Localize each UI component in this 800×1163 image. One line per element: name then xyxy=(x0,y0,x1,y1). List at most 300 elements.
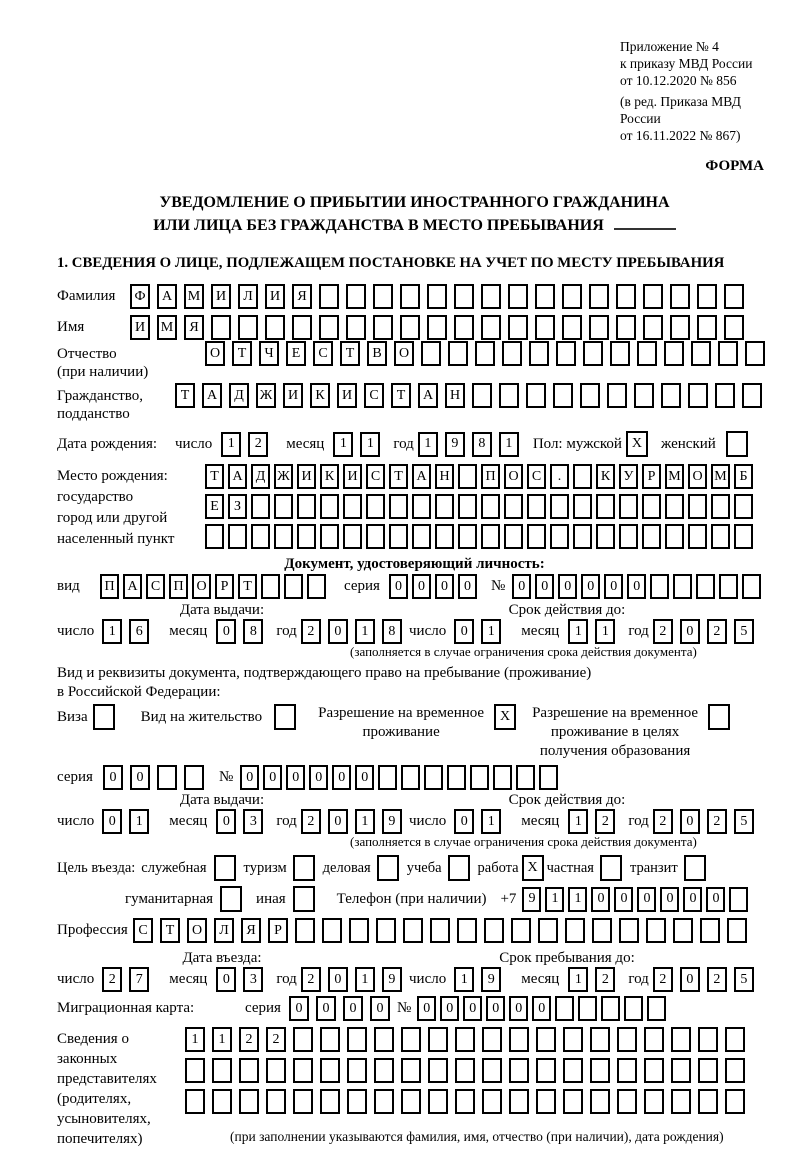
representatives-boxes-1[interactable] xyxy=(185,1027,752,1052)
cell[interactable] xyxy=(481,494,500,519)
cell[interactable] xyxy=(266,1089,286,1114)
cell[interactable] xyxy=(698,1027,718,1052)
cell[interactable]: 0 xyxy=(591,887,610,912)
cell[interactable]: 0 xyxy=(454,619,474,644)
cell[interactable] xyxy=(482,1058,502,1083)
given-name-boxes[interactable] xyxy=(130,315,751,340)
cell[interactable] xyxy=(607,383,627,408)
cell[interactable] xyxy=(590,1027,610,1052)
cell[interactable]: 1 xyxy=(545,887,564,912)
cell[interactable] xyxy=(719,574,738,599)
cell[interactable] xyxy=(320,1089,340,1114)
cell[interactable]: О xyxy=(192,574,211,599)
cell[interactable]: М xyxy=(665,464,684,489)
cell[interactable] xyxy=(377,855,399,881)
cell[interactable]: 1 xyxy=(595,619,615,644)
cell[interactable] xyxy=(401,1089,421,1114)
cell[interactable]: И xyxy=(343,464,362,489)
migration-number-boxes[interactable] xyxy=(417,996,670,1021)
cell[interactable]: 0 xyxy=(216,809,236,834)
cell[interactable] xyxy=(698,1089,718,1114)
purpose-study-checkbox[interactable] xyxy=(448,855,470,881)
purpose-official-checkbox[interactable] xyxy=(214,855,236,881)
cell[interactable] xyxy=(454,284,474,309)
cell[interactable] xyxy=(725,1027,745,1052)
cell[interactable] xyxy=(583,341,603,366)
cell[interactable] xyxy=(511,918,531,943)
cell[interactable]: 0 xyxy=(683,887,702,912)
cell[interactable] xyxy=(427,284,447,309)
cell[interactable]: Е xyxy=(286,341,306,366)
cell[interactable] xyxy=(389,494,408,519)
cell[interactable]: Д xyxy=(229,383,249,408)
cell[interactable]: 2 xyxy=(301,967,321,992)
cell[interactable] xyxy=(700,918,720,943)
cell[interactable]: Л xyxy=(238,284,258,309)
cell[interactable]: И xyxy=(130,315,150,340)
cell[interactable]: 5 xyxy=(734,619,754,644)
cell[interactable] xyxy=(292,315,312,340)
cell[interactable] xyxy=(725,1089,745,1114)
cell[interactable]: 1 xyxy=(568,887,587,912)
purpose-transit-checkbox[interactable] xyxy=(684,855,706,881)
cell[interactable] xyxy=(616,284,636,309)
cell[interactable] xyxy=(573,464,592,489)
cell[interactable]: 0 xyxy=(289,996,309,1021)
cell[interactable]: 0 xyxy=(509,996,528,1021)
cell[interactable] xyxy=(556,341,576,366)
cell[interactable]: 0 xyxy=(102,809,122,834)
cell[interactable] xyxy=(535,315,555,340)
female-checkbox[interactable] xyxy=(726,431,748,457)
cell[interactable] xyxy=(347,1089,367,1114)
cell[interactable] xyxy=(527,494,546,519)
cell[interactable] xyxy=(708,704,730,730)
cell[interactable] xyxy=(346,315,366,340)
cell[interactable]: 5 xyxy=(734,809,754,834)
cell[interactable]: 1 xyxy=(481,619,501,644)
cell[interactable]: 8 xyxy=(472,432,492,457)
cell[interactable] xyxy=(590,1089,610,1114)
cell[interactable] xyxy=(401,1058,421,1083)
cell[interactable] xyxy=(509,1089,529,1114)
cell[interactable]: 0 xyxy=(103,765,123,790)
cell[interactable]: 3 xyxy=(243,967,263,992)
cell[interactable]: 0 xyxy=(627,574,646,599)
cell[interactable] xyxy=(580,383,600,408)
stay-month-boxes[interactable] xyxy=(568,967,622,992)
cell[interactable]: Д xyxy=(251,464,270,489)
birth-place-boxes-3[interactable] xyxy=(205,524,757,549)
cell[interactable] xyxy=(724,284,744,309)
cell[interactable]: 0 xyxy=(581,574,600,599)
res-issue-month-boxes[interactable] xyxy=(216,809,270,834)
cell[interactable] xyxy=(563,1058,583,1083)
cell[interactable] xyxy=(322,918,342,943)
cell[interactable] xyxy=(601,996,620,1021)
cell[interactable]: 0 xyxy=(328,967,348,992)
cell[interactable] xyxy=(573,494,592,519)
purpose-humanitarian-checkbox[interactable] xyxy=(220,886,242,912)
cell[interactable]: И xyxy=(337,383,357,408)
cell[interactable] xyxy=(374,1027,394,1052)
birth-month-boxes[interactable] xyxy=(333,432,387,457)
entry-month-boxes[interactable] xyxy=(216,967,270,992)
cell[interactable]: С xyxy=(366,464,385,489)
cell[interactable] xyxy=(742,383,762,408)
purpose-business-checkbox[interactable] xyxy=(377,855,399,881)
cell[interactable] xyxy=(228,524,247,549)
cell[interactable]: 2 xyxy=(653,619,673,644)
cell[interactable] xyxy=(482,1089,502,1114)
cell[interactable]: О xyxy=(504,464,523,489)
cell[interactable]: 0 xyxy=(435,574,454,599)
cell[interactable]: 0 xyxy=(328,619,348,644)
cell[interactable]: 2 xyxy=(653,809,673,834)
cell[interactable]: 8 xyxy=(382,619,402,644)
cell[interactable]: Е xyxy=(205,494,224,519)
cell[interactable] xyxy=(718,341,738,366)
cell[interactable] xyxy=(504,494,523,519)
cell[interactable] xyxy=(711,524,730,549)
cell[interactable] xyxy=(529,341,549,366)
res-valid-year-boxes[interactable] xyxy=(653,809,761,834)
cell[interactable] xyxy=(346,284,366,309)
cell[interactable] xyxy=(643,284,663,309)
cell[interactable] xyxy=(484,918,504,943)
cell[interactable] xyxy=(617,1089,637,1114)
res-series-boxes[interactable] xyxy=(103,765,211,790)
cell[interactable] xyxy=(403,918,423,943)
cell[interactable]: X xyxy=(522,855,544,881)
cell[interactable] xyxy=(366,494,385,519)
cell[interactable]: Б xyxy=(734,464,753,489)
cell[interactable]: 0 xyxy=(130,765,150,790)
cell[interactable]: 0 xyxy=(370,996,390,1021)
cell[interactable]: Я xyxy=(241,918,261,943)
cell[interactable] xyxy=(610,341,630,366)
cell[interactable] xyxy=(220,886,242,912)
cell[interactable]: Я xyxy=(184,315,204,340)
cell[interactable] xyxy=(293,855,315,881)
cell[interactable]: 0 xyxy=(216,967,236,992)
patronymic-boxes[interactable] xyxy=(205,341,772,366)
cell[interactable] xyxy=(499,383,519,408)
cell[interactable] xyxy=(539,765,558,790)
cell[interactable] xyxy=(493,765,512,790)
cell[interactable] xyxy=(481,315,501,340)
cell[interactable]: 2 xyxy=(301,619,321,644)
cell[interactable]: 0 xyxy=(216,619,236,644)
doc-issue-day-boxes[interactable] xyxy=(102,619,156,644)
cell[interactable] xyxy=(374,1089,394,1114)
cell[interactable] xyxy=(455,1027,475,1052)
cell[interactable] xyxy=(435,494,454,519)
cell[interactable] xyxy=(665,494,684,519)
residence-permit-checkbox[interactable] xyxy=(274,704,296,730)
cell[interactable] xyxy=(664,341,684,366)
cell[interactable]: 1 xyxy=(568,967,588,992)
cell[interactable]: Т xyxy=(232,341,252,366)
birth-year-boxes[interactable] xyxy=(418,432,526,457)
cell[interactable] xyxy=(644,1089,664,1114)
cell[interactable]: 0 xyxy=(240,765,259,790)
cell[interactable] xyxy=(251,494,270,519)
cell[interactable]: X xyxy=(494,704,516,730)
cell[interactable]: 0 xyxy=(614,887,633,912)
cell[interactable]: П xyxy=(169,574,188,599)
cell[interactable] xyxy=(508,284,528,309)
cell[interactable] xyxy=(600,855,622,881)
cell[interactable]: 1 xyxy=(499,432,519,457)
cell[interactable]: 2 xyxy=(707,619,727,644)
cell[interactable]: 0 xyxy=(604,574,623,599)
cell[interactable] xyxy=(617,1027,637,1052)
representatives-boxes-3[interactable] xyxy=(185,1089,752,1114)
cell[interactable] xyxy=(458,524,477,549)
cell[interactable]: Т xyxy=(238,574,257,599)
cell[interactable]: 2 xyxy=(595,809,615,834)
cell[interactable] xyxy=(366,524,385,549)
cell[interactable]: 2 xyxy=(248,432,268,457)
cell[interactable]: 8 xyxy=(243,619,263,644)
cell[interactable] xyxy=(550,494,569,519)
cell[interactable]: 1 xyxy=(481,809,501,834)
migration-series-boxes[interactable] xyxy=(289,996,397,1021)
cell[interactable]: 1 xyxy=(129,809,149,834)
cell[interactable]: 0 xyxy=(637,887,656,912)
res-valid-month-boxes[interactable] xyxy=(568,809,622,834)
purpose-other-checkbox[interactable] xyxy=(293,886,315,912)
cell[interactable]: 6 xyxy=(129,619,149,644)
cell[interactable] xyxy=(619,524,638,549)
cell[interactable] xyxy=(619,918,639,943)
cell[interactable]: А xyxy=(123,574,142,599)
cell[interactable]: 0 xyxy=(286,765,305,790)
temp-residence-edu-checkbox[interactable] xyxy=(708,704,730,730)
cell[interactable] xyxy=(727,918,747,943)
cell[interactable] xyxy=(671,1027,691,1052)
cell[interactable] xyxy=(448,341,468,366)
res-issue-year-boxes[interactable] xyxy=(301,809,409,834)
cell[interactable] xyxy=(665,524,684,549)
cell[interactable] xyxy=(555,996,574,1021)
cell[interactable]: 1 xyxy=(418,432,438,457)
cell[interactable] xyxy=(553,383,573,408)
cell[interactable] xyxy=(376,918,396,943)
cell[interactable] xyxy=(724,315,744,340)
cell[interactable] xyxy=(475,341,495,366)
doc-issue-month-boxes[interactable] xyxy=(216,619,270,644)
cell[interactable] xyxy=(401,765,420,790)
cell[interactable]: З xyxy=(228,494,247,519)
phone-boxes[interactable] xyxy=(522,887,752,912)
cell[interactable]: 2 xyxy=(653,967,673,992)
cell[interactable] xyxy=(212,1058,232,1083)
cell[interactable] xyxy=(536,1058,556,1083)
cell[interactable]: 2 xyxy=(707,809,727,834)
cell[interactable]: И xyxy=(265,284,285,309)
cell[interactable] xyxy=(509,1058,529,1083)
representatives-boxes-2[interactable] xyxy=(185,1058,752,1083)
cell[interactable]: 7 xyxy=(129,967,149,992)
cell[interactable]: 2 xyxy=(239,1027,259,1052)
cell[interactable] xyxy=(562,284,582,309)
cell[interactable]: 9 xyxy=(522,887,541,912)
cell[interactable] xyxy=(624,996,643,1021)
purpose-work-checkbox[interactable] xyxy=(522,855,544,881)
cell[interactable] xyxy=(509,1027,529,1052)
cell[interactable]: 0 xyxy=(680,809,700,834)
cell[interactable] xyxy=(274,704,296,730)
cell[interactable]: Т xyxy=(160,918,180,943)
cell[interactable]: 0 xyxy=(458,574,477,599)
cell[interactable] xyxy=(214,855,236,881)
cell[interactable]: 0 xyxy=(660,887,679,912)
cell[interactable]: 0 xyxy=(263,765,282,790)
cell[interactable]: О xyxy=(394,341,414,366)
cell[interactable] xyxy=(239,1089,259,1114)
cell[interactable] xyxy=(430,918,450,943)
cell[interactable] xyxy=(347,1027,367,1052)
cell[interactable] xyxy=(265,315,285,340)
cell[interactable] xyxy=(428,1027,448,1052)
cell[interactable] xyxy=(427,315,447,340)
cell[interactable]: Ч xyxy=(259,341,279,366)
cell[interactable] xyxy=(266,1058,286,1083)
cell[interactable]: 0 xyxy=(355,765,374,790)
doc-series-boxes[interactable] xyxy=(389,574,481,599)
cell[interactable]: 0 xyxy=(389,574,408,599)
cell[interactable]: 0 xyxy=(343,996,363,1021)
cell[interactable] xyxy=(691,341,711,366)
cell[interactable]: У xyxy=(619,464,638,489)
cell[interactable]: 2 xyxy=(266,1027,286,1052)
cell[interactable]: 1 xyxy=(360,432,380,457)
cell[interactable] xyxy=(535,284,555,309)
cell[interactable]: 0 xyxy=(486,996,505,1021)
cell[interactable]: 0 xyxy=(512,574,531,599)
cell[interactable] xyxy=(320,494,339,519)
cell[interactable] xyxy=(185,1089,205,1114)
cell[interactable]: С xyxy=(364,383,384,408)
surname-boxes[interactable] xyxy=(130,284,751,309)
res-valid-day-boxes[interactable] xyxy=(454,809,508,834)
cell[interactable]: А xyxy=(228,464,247,489)
cell[interactable] xyxy=(563,1089,583,1114)
cell[interactable]: О xyxy=(187,918,207,943)
cell[interactable] xyxy=(671,1058,691,1083)
cell[interactable]: Н xyxy=(435,464,454,489)
cell[interactable] xyxy=(647,996,666,1021)
cell[interactable]: 9 xyxy=(382,967,402,992)
cell[interactable]: 0 xyxy=(309,765,328,790)
cell[interactable] xyxy=(734,524,753,549)
cell[interactable]: Р xyxy=(642,464,661,489)
cell[interactable] xyxy=(538,918,558,943)
cell[interactable]: Ж xyxy=(256,383,276,408)
cell[interactable] xyxy=(374,1058,394,1083)
cell[interactable]: С xyxy=(527,464,546,489)
temp-residence-checkbox[interactable] xyxy=(494,704,516,730)
cell[interactable] xyxy=(502,341,522,366)
cell[interactable]: 0 xyxy=(440,996,459,1021)
cell[interactable] xyxy=(670,315,690,340)
stay-year-boxes[interactable] xyxy=(653,967,761,992)
cell[interactable] xyxy=(455,1089,475,1114)
cell[interactable] xyxy=(293,886,315,912)
cell[interactable] xyxy=(373,315,393,340)
cell[interactable]: И xyxy=(211,284,231,309)
cell[interactable]: С xyxy=(133,918,153,943)
cell[interactable]: 1 xyxy=(355,809,375,834)
cell[interactable]: А xyxy=(412,464,431,489)
cell[interactable]: 1 xyxy=(355,967,375,992)
cell[interactable] xyxy=(307,574,326,599)
cell[interactable]: 0 xyxy=(532,996,551,1021)
cell[interactable] xyxy=(589,284,609,309)
doc-valid-month-boxes[interactable] xyxy=(568,619,622,644)
cell[interactable] xyxy=(212,1089,232,1114)
cell[interactable]: Т xyxy=(205,464,224,489)
cell[interactable] xyxy=(157,765,177,790)
cell[interactable]: 1 xyxy=(333,432,353,457)
doc-valid-day-boxes[interactable] xyxy=(454,619,508,644)
cell[interactable]: 2 xyxy=(301,809,321,834)
cell[interactable] xyxy=(297,494,316,519)
cell[interactable]: 0 xyxy=(454,809,474,834)
cell[interactable] xyxy=(435,524,454,549)
cell[interactable] xyxy=(400,315,420,340)
cell[interactable] xyxy=(401,1027,421,1052)
cell[interactable] xyxy=(508,315,528,340)
cell[interactable]: 1 xyxy=(355,619,375,644)
cell[interactable] xyxy=(293,1058,313,1083)
cell[interactable] xyxy=(711,494,730,519)
cell[interactable]: М xyxy=(184,284,204,309)
cell[interactable]: 0 xyxy=(680,619,700,644)
purpose-private-checkbox[interactable] xyxy=(600,855,622,881)
cell[interactable]: 9 xyxy=(445,432,465,457)
cell[interactable] xyxy=(550,524,569,549)
cell[interactable] xyxy=(671,1089,691,1114)
cell[interactable] xyxy=(650,574,669,599)
cell[interactable]: Т xyxy=(175,383,195,408)
cell[interactable] xyxy=(481,524,500,549)
cell[interactable] xyxy=(596,494,615,519)
cell[interactable] xyxy=(670,284,690,309)
cell[interactable] xyxy=(536,1027,556,1052)
doc-issue-year-boxes[interactable] xyxy=(301,619,409,644)
cell[interactable] xyxy=(715,383,735,408)
cell[interactable] xyxy=(646,918,666,943)
cell[interactable]: 1 xyxy=(102,619,122,644)
cell[interactable] xyxy=(644,1027,664,1052)
res-number-boxes[interactable] xyxy=(240,765,562,790)
entry-year-boxes[interactable] xyxy=(301,967,409,992)
cell[interactable] xyxy=(251,524,270,549)
cell[interactable]: М xyxy=(157,315,177,340)
male-checkbox[interactable] xyxy=(626,431,648,457)
cell[interactable] xyxy=(536,1089,556,1114)
cell[interactable] xyxy=(481,284,501,309)
cell[interactable] xyxy=(400,284,420,309)
cell[interactable] xyxy=(274,524,293,549)
cell[interactable] xyxy=(745,341,765,366)
cell[interactable] xyxy=(643,315,663,340)
cell[interactable]: . xyxy=(550,464,569,489)
cell[interactable] xyxy=(616,315,636,340)
